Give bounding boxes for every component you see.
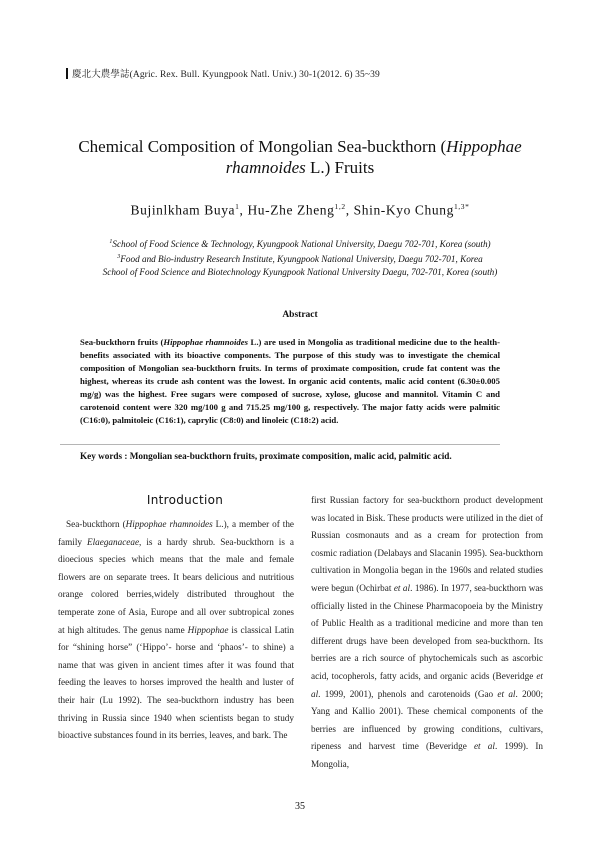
page-number: 35 bbox=[295, 801, 305, 812]
author-affil-marker: 1 bbox=[235, 202, 240, 211]
body-text-run: . 2000; Yang and Kallio 2001). These chemical components of the berries are influenced by growing conditions, cultivars, ripeness and harvest time (Beveridge bbox=[311, 688, 543, 752]
affiliation-marker: 1 bbox=[109, 239, 113, 245]
introduction-heading: Introduction bbox=[146, 493, 224, 507]
title-text-part1: Chemical Composition of Mongolian Sea-buckthorn ( bbox=[78, 137, 447, 156]
affiliation-line bbox=[60, 251, 540, 266]
abstract-text: L.) are used in Mongolia as traditional medicine due to the health-benefits associated with its bioactive components. The purpose of this study was to investigate the chemical composition of Mongolian sea-buckthorn fruits. In terms of proximate composition, crude fat content was the highest, whereas its crude ash content was the lowest. In organic acid contents, malic acid content (6.30±0.005 mg/g) was the highest. Free sugars were composed of sucrose, xylose, glucose and mannitol. Vitamin C and carotenoid content were 320 mg/100 g and 715.25 mg/100 g, respectively. The major fatty acids were palmitic (C16:0), palmitoleic (C16:1), caprylic (C8:0) and linoleic (C18:2) acid. bbox=[80, 337, 500, 425]
italic-term: Elaeganaceae bbox=[87, 536, 140, 547]
title-species: Hippophae rhamnoides bbox=[225, 137, 522, 177]
author-separator: , bbox=[239, 202, 248, 218]
author-name: Hu-Zhe Zheng bbox=[247, 202, 335, 218]
author-affil-marker: 1,2 bbox=[334, 202, 346, 211]
header-bar-marker bbox=[66, 68, 68, 79]
italic-term: et al bbox=[497, 688, 516, 699]
body-column-left bbox=[58, 516, 294, 745]
journal-header bbox=[66, 66, 380, 80]
author-list bbox=[60, 202, 540, 219]
italic-term: Hippophae bbox=[187, 624, 229, 635]
body-text-run: . 1986). In 1977, sea-buckthorn was officially listed in the Chinese Pharmacopoeia by the Ministry of Public Health as a traditional medicine and more than ten different drugs have been developed from sea-buckthorn. Its berries are a rich source of phytochemicals such as ascorbic acid, tocopherols, fatty acids, and organic acids (Beveridge bbox=[311, 582, 544, 681]
body-text-run: . 1999). In Mongolia, bbox=[311, 741, 544, 769]
author-separator: , bbox=[345, 202, 354, 218]
author-name: Shin-Kyo Chung bbox=[353, 202, 454, 218]
italic-term: et al bbox=[473, 741, 495, 752]
affiliation-marker: 3 bbox=[117, 254, 121, 261]
abstract-lead: Sea-buckthorn fruits ( bbox=[80, 337, 164, 347]
affiliation-text: School of Food Science & Technology, Kyungpook National University, Daegu 702-701, Korea (south) bbox=[112, 239, 491, 250]
abstract-species: Hippophae rhamnoides bbox=[163, 337, 248, 347]
affiliation-line bbox=[60, 236, 540, 251]
body-column-right bbox=[311, 492, 543, 774]
title-text-part2: L.) Fruits bbox=[305, 158, 375, 177]
affiliation-text: Food and Bio-industry Research Institute, Kyungpook National University, Daegu 702-701, Korea bbox=[120, 254, 483, 265]
abstract-heading: Abstract bbox=[282, 310, 318, 320]
italic-term: et al bbox=[311, 670, 543, 699]
keywords-label: Key words bbox=[80, 451, 123, 461]
italic-term: et al bbox=[393, 582, 411, 593]
keywords-line bbox=[80, 451, 520, 461]
body-text-run: first Russian factory for sea-buckthorn product development was located in Bisk. These products were utilized in the diet of Russian cosmonauts and as a cream for protection from cosmic radiation (Delabays and Slacanin 1995). Sea-buckthorn cultivation in Mongolia began in the 1960s and related studies were begun (Ochirbat bbox=[311, 495, 543, 593]
body-text-run: Sea-buckthorn ( bbox=[66, 519, 126, 529]
affiliation-line bbox=[60, 266, 540, 279]
author-name: Bujinlkham Buya bbox=[130, 202, 236, 218]
affiliation-list bbox=[60, 236, 540, 279]
keywords-separator: : bbox=[122, 451, 130, 461]
abstract-body bbox=[80, 336, 500, 427]
body-text-run: . 1999, 2001), phenols and carotenoids (Gao bbox=[318, 688, 498, 699]
body-text-run: L.), a member of the family bbox=[58, 519, 294, 547]
body-text-run: , is a hardy shrub. Sea-buckthorn is a dioecious species which means that the male and female flowers are on separate trees. It bears delicious and nutritious orange colored berries,widely distributed throughout the temperate zone of Asia, Europe and all over subtropical zones at high altitudes. The genus name bbox=[58, 536, 295, 635]
body-text-run: is classical Latin for “shining horse” (‘Hippo’- horse and ‘phaos’- to shine) a name that was given in ancient times after it was found that feeding the leaves to horses improved the health and luster of their hair (Lu 1992). The sea-buckthorn industry has been thriving in Russia since 1940 when scientists began to study bioactive substances found in its berries, leaves, and bark. The bbox=[58, 624, 295, 741]
italic-term: Hippophae rhamnoides bbox=[125, 519, 213, 529]
journal-citation: 慶北大農學誌(Agric. Rex. Bull. Kyungpook Natl. Univ.) 30-1(2012. 6) 35~39 bbox=[72, 70, 380, 80]
affiliation-text: School of Food Science and Biotechnology Kyungpook National University Daegu, 702-701, Korea (south) bbox=[102, 267, 498, 278]
author-affil-marker: 1,3* bbox=[453, 202, 470, 211]
section-divider bbox=[60, 444, 500, 445]
keywords-text: Mongolian sea-buckthorn fruits, proximate composition, malic acid, palmitic acid. bbox=[129, 451, 452, 461]
paper-title bbox=[60, 136, 540, 178]
